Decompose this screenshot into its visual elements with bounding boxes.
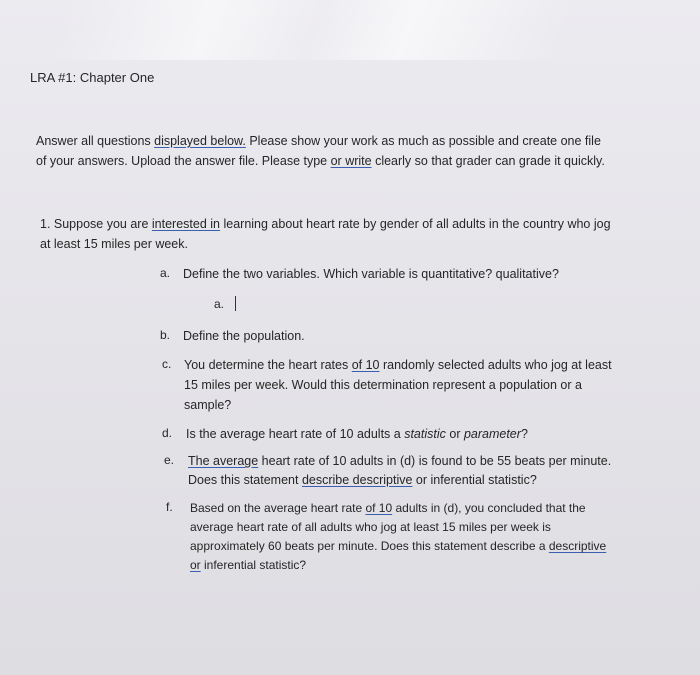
item-f-marker: f. — [166, 500, 173, 514]
item-e-text: or inferential statistic? — [412, 473, 537, 487]
page-title: LRA #1: Chapter One — [30, 70, 155, 85]
photo-glare — [0, 0, 700, 60]
item-e-marker: e. — [164, 453, 175, 467]
item-e-text: heart rate of 10 adults in (d) is found to be 55 beats per minute. — [258, 454, 612, 468]
item-f-underlined: of 10 — [365, 501, 393, 515]
item-b-text: Define the population. — [183, 329, 305, 343]
item-d-italic: statistic — [404, 427, 446, 441]
item-a-marker: a. — [160, 266, 171, 280]
item-d-text-part: Is the average heart rate of 10 adults a — [186, 427, 405, 441]
item-c-marker: c. — [162, 357, 172, 371]
item-f-text: approximately 60 beats per minute. Does this statement describe a — [190, 539, 549, 553]
question-text: 1. Suppose you are — [40, 217, 152, 231]
item-f-line-2: average heart rate of all adults who jog at least 15 miles per week is — [190, 520, 551, 534]
item-c-line-3: sample? — [184, 398, 232, 412]
instructions-underlined: or write — [330, 154, 372, 168]
item-c-underlined: of 10 — [351, 358, 380, 372]
item-e-underlined: The average — [188, 454, 259, 468]
instructions-line-2 — [36, 153, 605, 169]
item-e-line-1 — [188, 453, 611, 469]
item-c-line-2: 15 miles per week. Would this determination represent a population or a — [184, 378, 582, 392]
item-d-text-part: or — [445, 427, 464, 441]
item-e-underlined: describe descriptive — [301, 473, 413, 487]
question-text: learning about heart rate by gender of all adults in the country who jog — [220, 217, 611, 231]
item-d-marker: d. — [162, 426, 173, 440]
instructions-underlined: displayed below. — [154, 134, 246, 148]
question-1-line-2: at least 15 miles per week. — [40, 237, 188, 251]
item-b-marker: b. — [160, 328, 171, 342]
item-f-text: adults in (d), you concluded that the — [392, 501, 586, 515]
item-f-line-3 — [190, 538, 606, 554]
item-e-text: Does this statement — [188, 473, 302, 487]
item-e-line-2 — [188, 472, 537, 488]
item-c-line-1 — [184, 357, 612, 373]
question-underlined: interested in — [151, 217, 220, 231]
item-f-text: Based on the average heart rate — [190, 501, 366, 515]
item-d-italic: parameter — [463, 427, 521, 441]
item-f-text: inferential statistic? — [200, 558, 307, 572]
item-a-sub-marker: a. — [214, 297, 225, 311]
instructions-text: Please show your work as much as possible and create one file — [245, 134, 601, 148]
instructions-text: Answer all questions — [36, 134, 155, 148]
item-f-underlined: descriptive — [548, 539, 607, 553]
item-f-line-1 — [190, 500, 586, 516]
item-c-text: You determine the heart rates — [184, 358, 352, 372]
question-1-line-1 — [40, 216, 611, 232]
item-d-text-part: ? — [520, 427, 528, 441]
item-f-line-4 — [190, 557, 306, 573]
instructions-text: of your answers. Upload the answer file. Please type — [36, 154, 331, 168]
instructions-line-1 — [36, 133, 601, 149]
item-a-text: Define the two variables. Which variable is quantitative? qualitative? — [183, 267, 559, 281]
item-c-text: randomly selected adults who jog at least — [379, 358, 612, 372]
item-f-underlined: or — [190, 558, 201, 572]
item-d-text — [186, 426, 528, 442]
instructions-text: clearly so that grader can grade it quickly. — [371, 154, 605, 168]
text-cursor[interactable] — [235, 296, 236, 311]
